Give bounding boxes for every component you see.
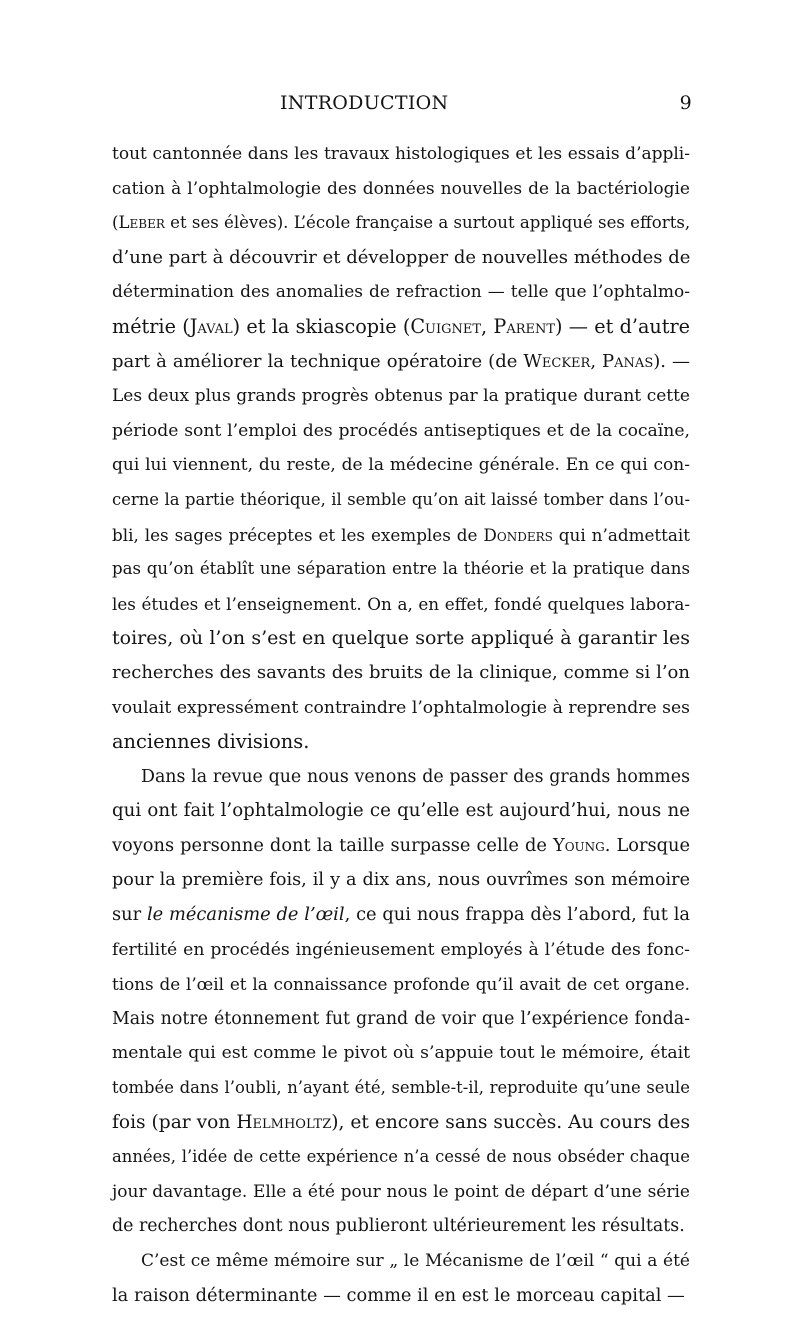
text-line: [112, 829, 690, 864]
text-run: cerne la partie théorique, il semble qu’on ait laissé tomber dans l’ou-: [112, 489, 690, 509]
text-run: détermination des anomalies de refraction — telle que l’ophtalmo-: [112, 282, 690, 303]
text-run: (: [112, 213, 119, 233]
text-line: [112, 345, 690, 380]
text-run: ) — et d’autre: [555, 314, 691, 338]
text-line: [112, 483, 690, 518]
text-line: [112, 967, 690, 1002]
text-run: pas qu’on établît une séparation entre la théorie et la pratique dans: [112, 559, 690, 579]
text-line: [112, 310, 690, 345]
text-line: [112, 863, 690, 898]
text-line: [112, 414, 690, 449]
text-run: ). —: [653, 350, 690, 372]
text-line: [112, 1279, 690, 1314]
author-name: Leber: [118, 213, 165, 233]
text-line: [112, 206, 690, 241]
text-line: [112, 898, 690, 933]
text-run: fois (par von: [112, 1111, 237, 1133]
text-run: sur: [112, 904, 147, 926]
text-line: [112, 1002, 690, 1037]
text-line: [112, 1209, 690, 1244]
text-run: part à améliorer la technique opératoire (de: [112, 350, 524, 372]
text-run: les études et l’enseignement. On a, en effet, fondé quelques labora-: [112, 593, 690, 614]
text-run: de recherches dont nous publieront ultérieurement les résultats.: [112, 1216, 685, 1237]
text-run: voulait expressément contraindre l’ophtalmologie à reprendre ses: [112, 697, 690, 718]
text-run: qui ont fait l’ophtalmologie ce qu’elle est aujourd’hui, nous ne: [112, 800, 690, 822]
author-name: Javal: [189, 314, 233, 338]
text-run: années, l’idée de cette expérience n’a cessé de nous obséder chaque: [112, 1147, 690, 1167]
text-line: [112, 1140, 690, 1175]
author-name: Young: [552, 834, 605, 856]
text-line: [112, 621, 690, 656]
text-run: qui lui viennent, du reste, de la médecine générale. En ce qui con-: [112, 455, 690, 476]
text-run: bli, les sages préceptes et les exemples de: [112, 524, 484, 545]
text-line: [112, 241, 690, 276]
author-name: Helmholtz: [236, 1111, 332, 1133]
text-run: mentale qui est comme le pivot où s’appuie tout le mémoire, était: [112, 1043, 690, 1064]
text-line: [112, 725, 690, 760]
text-run: Dans la revue que nous venons de passer des grands hommes: [141, 766, 690, 787]
text-run: la raison déterminante — comme il en est le morceau capital —: [112, 1284, 685, 1306]
text-run: . Lorsque: [604, 834, 690, 856]
text-line: [112, 275, 690, 310]
text-line: [112, 933, 690, 968]
text-run: jour davantage. Elle a été pour nous le point de départ d’une série: [112, 1181, 690, 1202]
text-line: [112, 1106, 690, 1141]
text-run: toires, où l’on s’est en quelque sorte appliqué à garantir les: [112, 627, 690, 650]
text-run: fertilité en procédés ingénieusement employés à l’étude des fonc-: [112, 939, 690, 960]
running-title: INTRODUCTION: [280, 92, 449, 114]
text-run: Les deux plus grands progrès obtenus par la pratique durant cette: [112, 386, 690, 407]
text-run: ), et encore sans succès. Au cours des: [331, 1111, 690, 1133]
text-line: [112, 172, 690, 207]
text-run: d’une part à découvrir et développer de nouvelles méthodes de: [112, 246, 691, 268]
text-run: cation à l’ophtalmologie des données nouvelles de la bactériologie: [112, 178, 690, 199]
text-line: [112, 379, 690, 414]
body-text: [112, 137, 690, 1313]
text-line: [112, 656, 690, 691]
running-head: [280, 92, 692, 118]
text-line: [112, 1175, 690, 1210]
text-line: [112, 552, 690, 587]
text-run: pour la première fois, il y a dix ans, nous ouvrîmes son mémoire: [112, 870, 690, 891]
text-line: [112, 794, 690, 829]
text-run: recherches des savants des bruits de la clinique, comme si l’on: [112, 661, 690, 683]
text-line: [112, 518, 690, 553]
text-line: [112, 760, 690, 795]
text-line: [112, 1071, 690, 1106]
text-run: anciennes divisions.: [112, 730, 310, 754]
text-line: [112, 1036, 690, 1071]
text-line: [112, 587, 690, 622]
author-name: Wecker, Panas: [523, 350, 654, 372]
text-run: Mais notre étonnement fut grand de voir que l’expérience fonda-: [112, 1008, 690, 1029]
text-line: [112, 137, 690, 172]
text-line: [112, 448, 690, 483]
text-run: C’est ce même mémoire sur „ le Mécanisme de l’œil “ qui a été: [141, 1251, 690, 1271]
text-run: , ce qui nous frappa dès l’abord, fut la: [344, 904, 690, 926]
text-run: période sont l’emploi des procédés antiseptiques et de la cocaïne,: [112, 420, 690, 441]
text-run: tions de l’œil et la connaissance profonde qu’il avait de cet organe.: [112, 974, 690, 995]
author-name: Cuignet, Parent: [410, 314, 556, 338]
text-run: métrie (: [112, 314, 190, 338]
text-run: voyons personne dont la taille surpasse celle de: [112, 834, 553, 856]
text-run: tout cantonnée dans les travaux histologiques et les essais d’appli-: [112, 144, 690, 164]
text-run: qui n’admettait: [552, 524, 691, 545]
author-name: Donders: [483, 524, 553, 545]
page-number: 9: [679, 92, 692, 114]
text-line: [112, 1244, 690, 1279]
italic-title: le mécanisme de l’œil: [146, 904, 345, 926]
text-run: ) et la skiascopie (: [232, 314, 411, 338]
text-run: tombée dans l’oubli, n’ayant été, semble-t-il, reproduite qu’une seule: [112, 1078, 690, 1098]
text-run: et ses élèves). L’école française a surtout appliqué ses efforts,: [164, 213, 691, 233]
text-line: [112, 691, 690, 726]
